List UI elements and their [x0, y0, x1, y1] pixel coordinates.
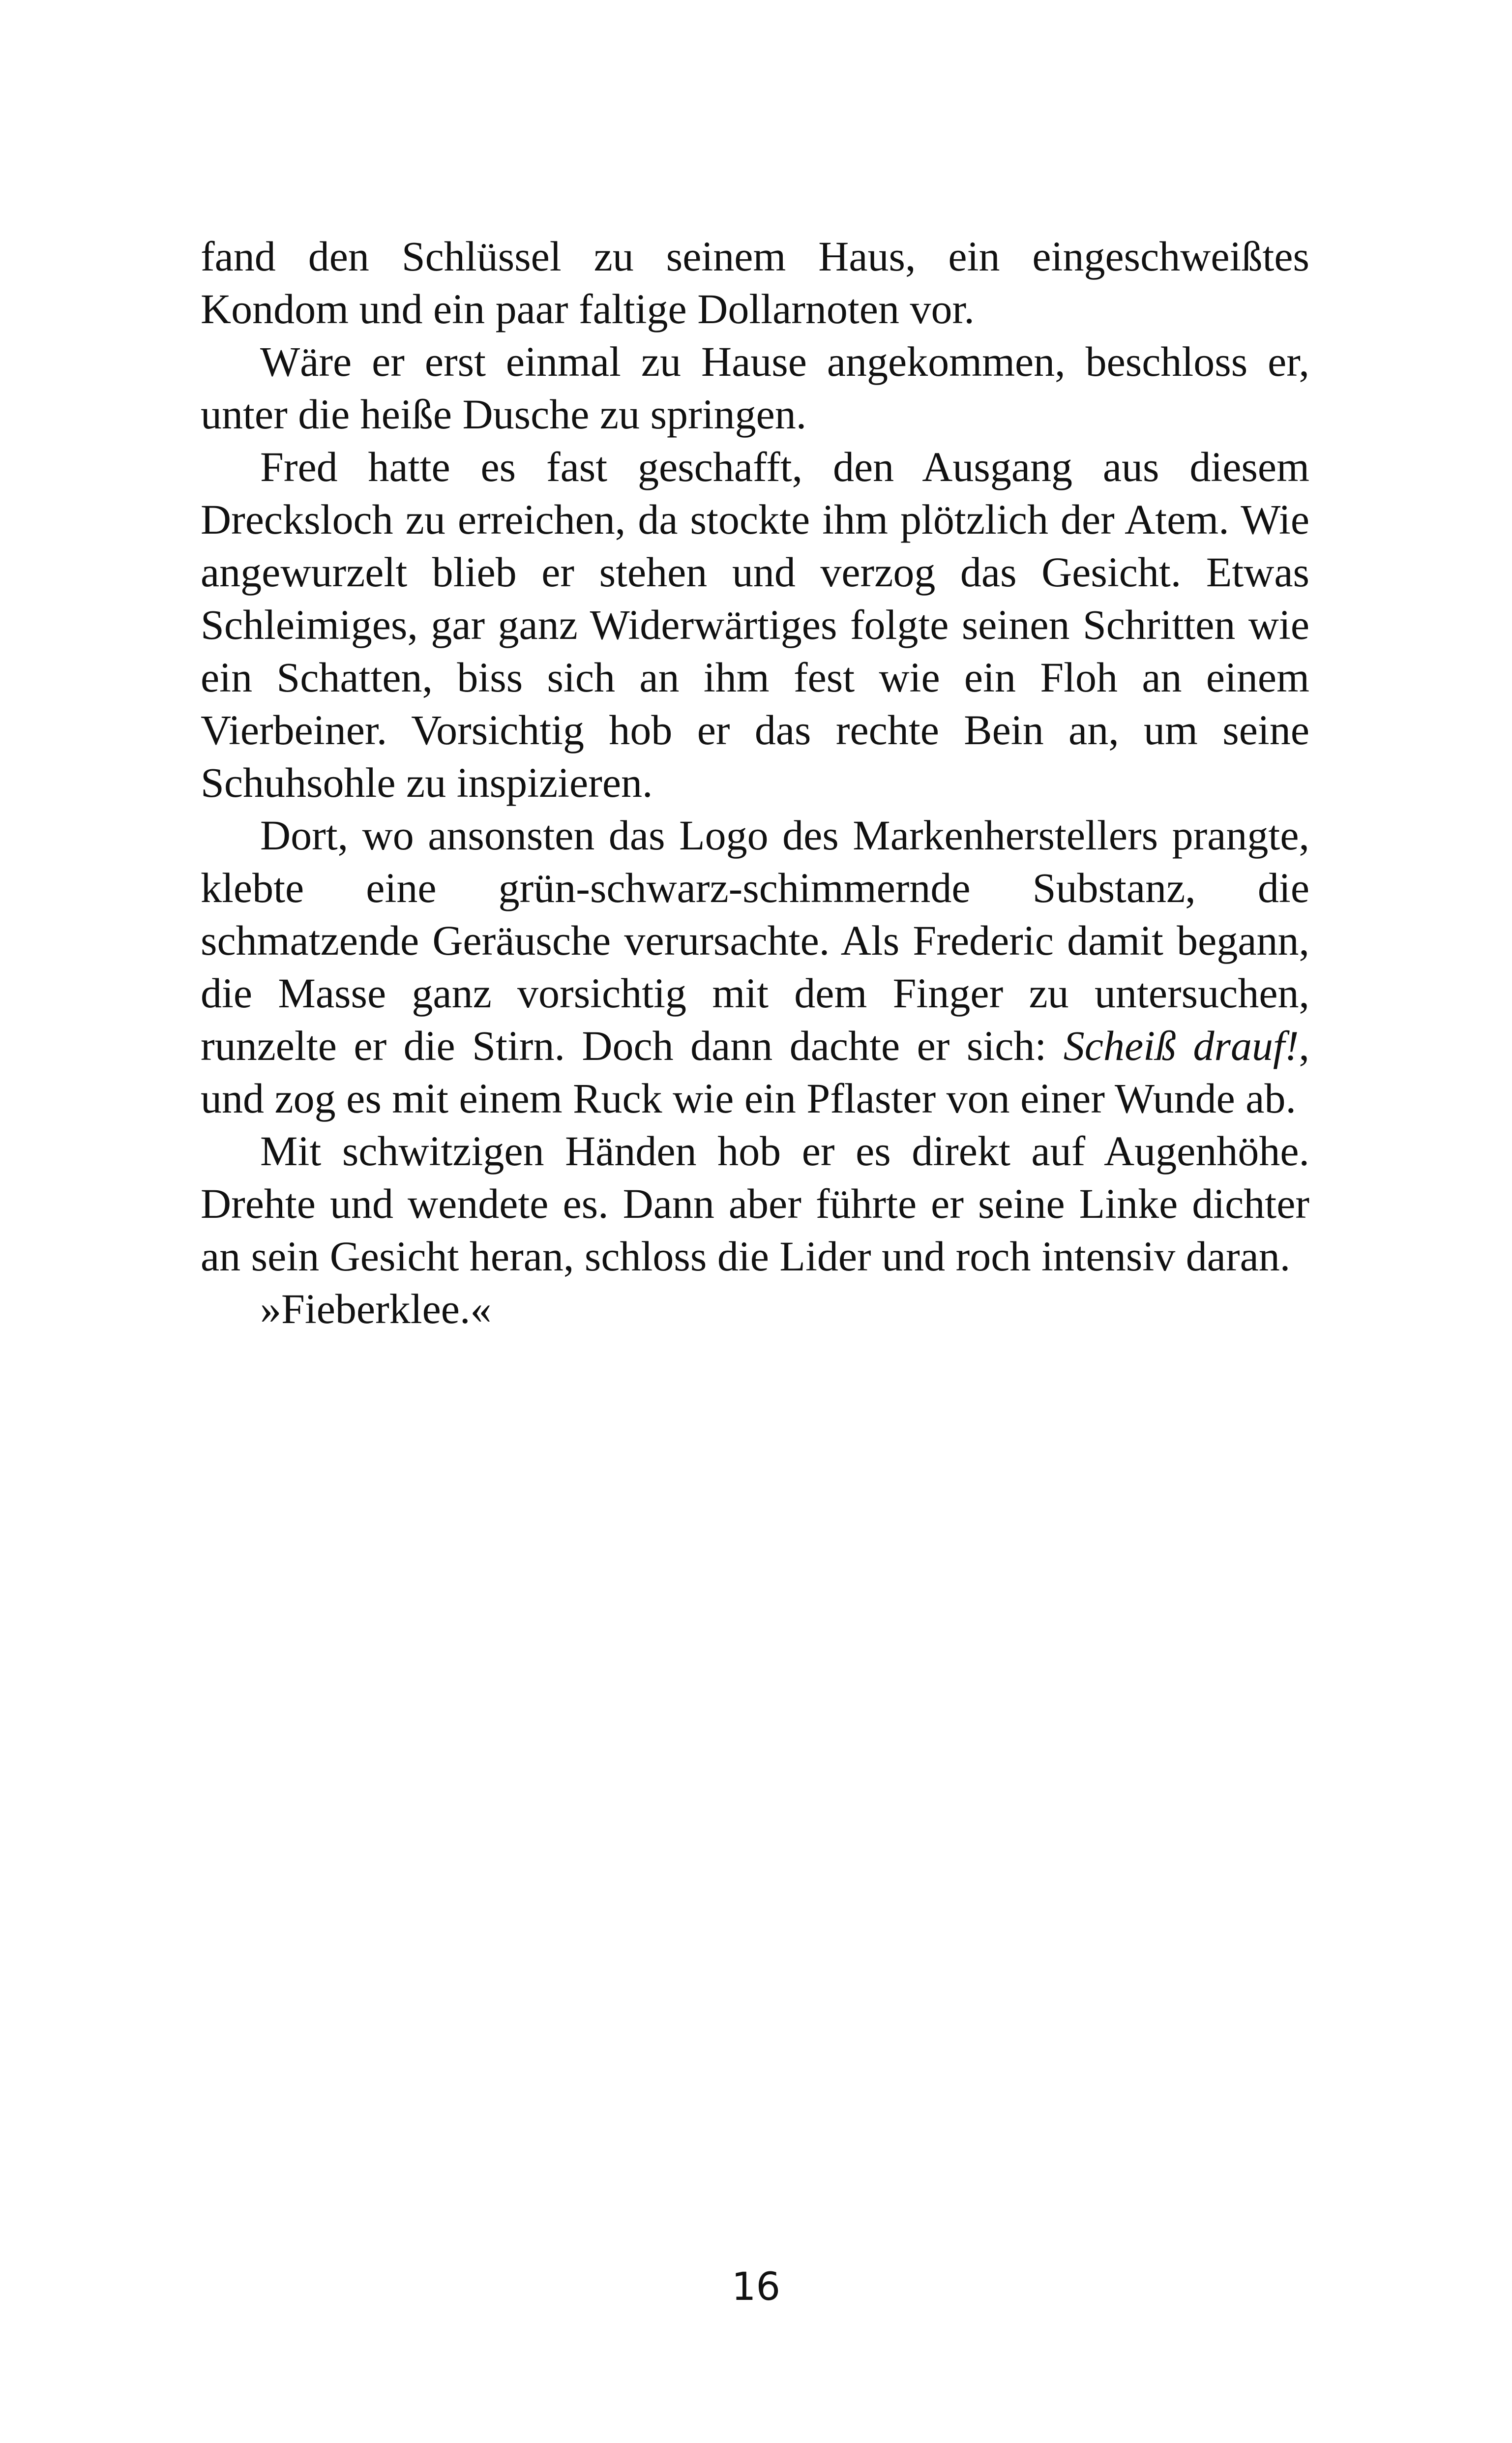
- paragraph-2: Wäre er erst einmal zu Hause angekommen, beschloss er, unter die heiße Dusche zu springen.: [201, 338, 1309, 438]
- paragraph-4-tail: , und zog es mit einem Ruck wie ein Pflaster von einer Wunde ab.: [201, 1022, 1309, 1122]
- italic-exclamation: Scheiß drauf!: [1063, 1022, 1299, 1069]
- paragraph-1: fand den Schlüssel zu seinem Haus, ein eingeschweißtes Kondom und ein paar faltige Dollarnoten vor.: [201, 233, 1309, 332]
- paragraph-3: Fred hatte es fast geschafft, den Ausgang aus diesem Drecksloch zu erreichen, da stockte ihm plötzlich der Atem. Wie angewurzelt blieb er stehen und verzog das Gesicht. Etwas Schleimiges, gar ganz Widerwärtiges folgte seinen Schritten wie ein Schatten, biss sich an ihm fest wie ein Floh an einem Vierbeiner. Vorsichtig hob er das rechte Bein an, um seine Schuhsohle zu inspizieren.: [201, 443, 1309, 806]
- paragraph-5: Mit schwitzigen Händen hob er es direkt auf Augenhöhe. Drehte und wendete es. Dann aber führte er seine Linke dichter an sein Gesicht heran, schloss die Lider und roch intensiv daran.: [201, 1127, 1309, 1280]
- body-text: [201, 230, 1309, 1335]
- paragraph-4: [201, 809, 1309, 1125]
- paragraph-6: »Fieberklee.«: [260, 1285, 492, 1332]
- page-number: 16: [731, 2265, 781, 2309]
- paragraph-4-text: Dort, wo ansonsten das Logo des Markenherstellers prangte, klebte eine grün-schwarz-schimmernde Substanz, die schmatzende Geräusche verursachte. Als Frederic damit begann, die Masse ganz vorsichtig mit dem Finger zu untersuchen, runzelte er die Stirn. Doch dann dachte er sich:: [201, 812, 1309, 1069]
